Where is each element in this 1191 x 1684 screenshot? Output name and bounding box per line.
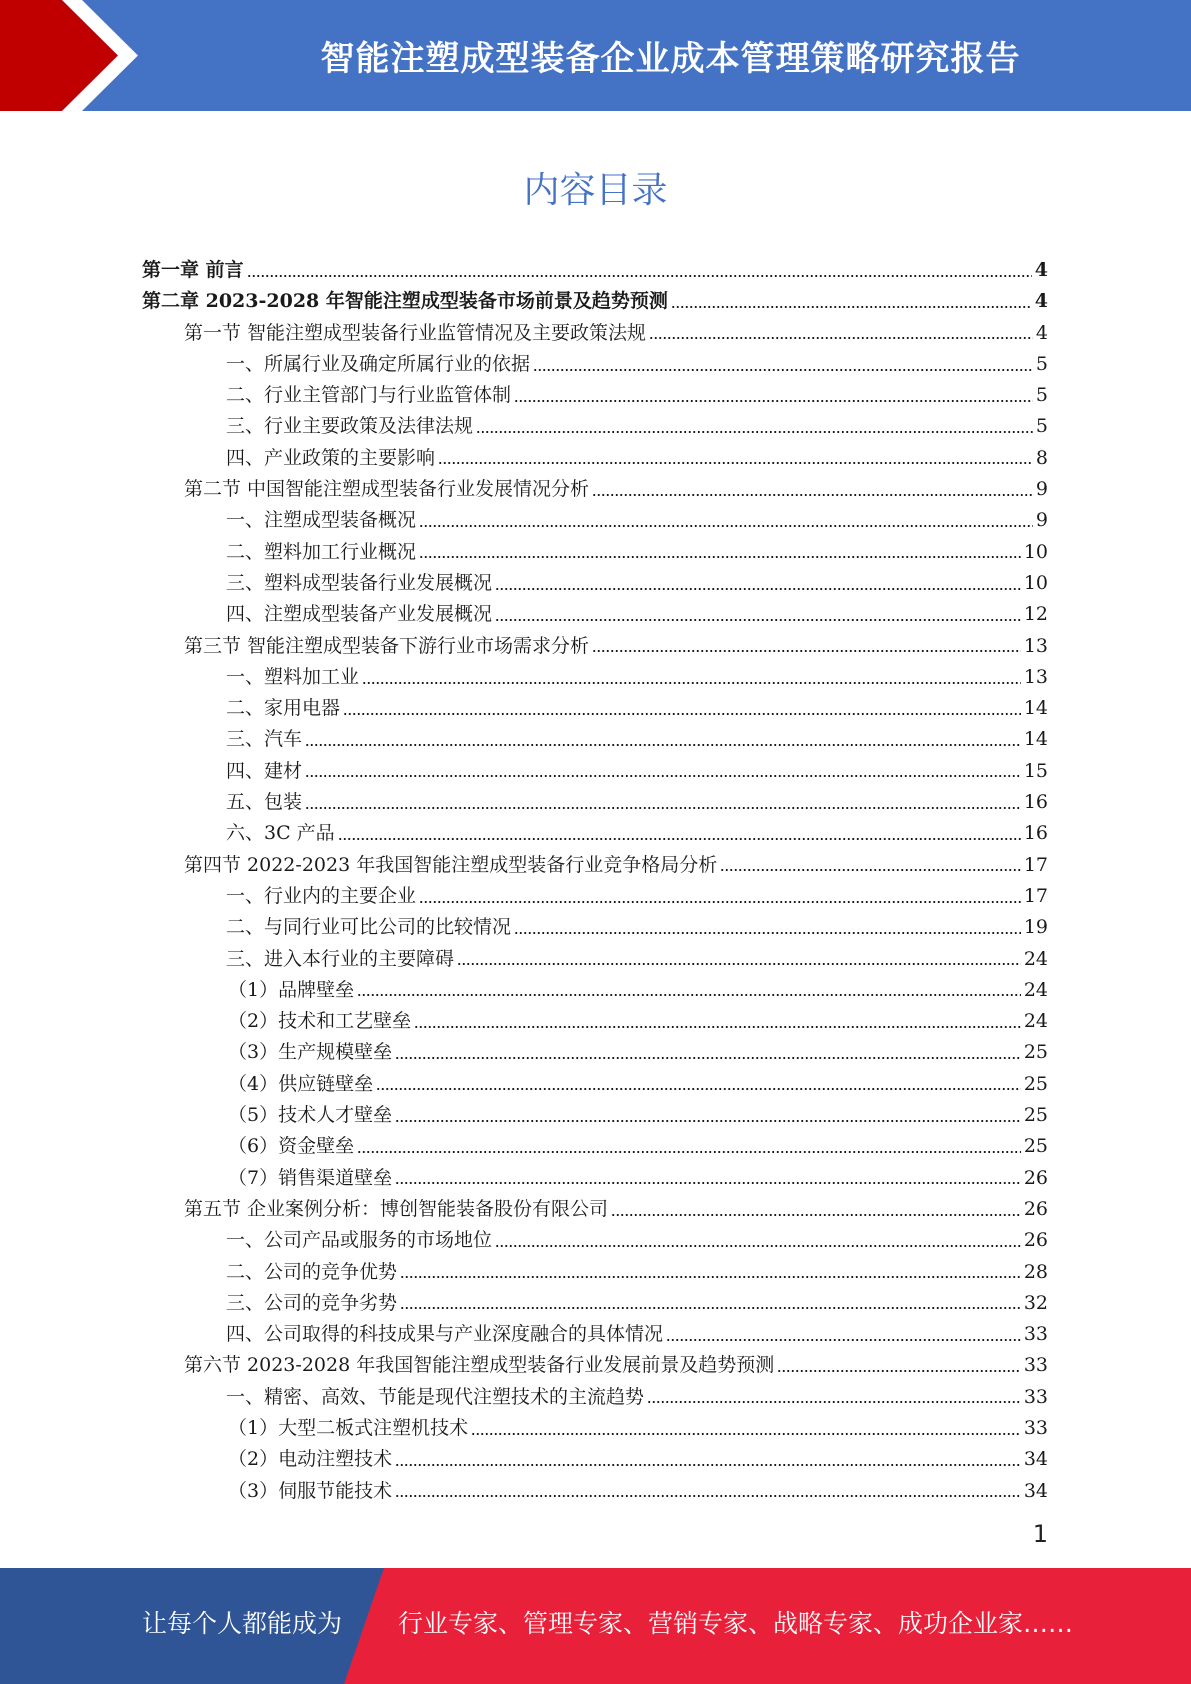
toc-dot-leader bbox=[495, 586, 1021, 592]
footer-slogan-left: 让每个人都能成为 bbox=[142, 1609, 343, 1638]
toc-heading: 内容目录 bbox=[523, 170, 668, 211]
toc-entry[interactable] bbox=[142, 1319, 1048, 1350]
toc-entry-label: 一、精密、高效、节能是现代注塑技术的主流趋势 bbox=[226, 1385, 645, 1408]
toc-entry-label: 三、汽车 bbox=[226, 728, 303, 751]
toc-entry[interactable] bbox=[142, 1163, 1048, 1194]
toc-entry[interactable] bbox=[142, 349, 1048, 380]
toc-dot-leader bbox=[495, 617, 1021, 623]
toc-entry-label: 二、家用电器 bbox=[226, 697, 341, 720]
toc-entry[interactable] bbox=[142, 1225, 1048, 1256]
footer-slogan-right: 行业专家、管理专家、营销专家、战略专家、成功企业家…… bbox=[398, 1609, 1074, 1638]
toc-entry-label: （5）技术人才壁垒 bbox=[228, 1104, 393, 1127]
toc-dot-leader bbox=[305, 742, 1021, 748]
toc-entry-page: 17 bbox=[1023, 884, 1048, 907]
toc-entry[interactable] bbox=[142, 1444, 1048, 1475]
toc-entry-label: 三、塑料成型装备行业发展概况 bbox=[226, 571, 493, 594]
toc-dot-leader bbox=[376, 1086, 1021, 1092]
toc-entry-label: （7）销售渠道壁垒 bbox=[228, 1166, 393, 1189]
toc-dot-leader bbox=[395, 1493, 1021, 1499]
toc-entry[interactable] bbox=[142, 443, 1048, 474]
report-title: 智能注塑成型装备企业成本管理策略研究报告 bbox=[320, 39, 1021, 79]
toc-entry[interactable] bbox=[142, 1476, 1048, 1507]
toc-dot-leader bbox=[671, 304, 1032, 310]
toc-entry[interactable] bbox=[142, 537, 1048, 568]
toc-dot-leader bbox=[514, 930, 1021, 936]
toc-entry[interactable] bbox=[142, 411, 1048, 442]
toc-entry-page: 25 bbox=[1023, 1072, 1048, 1095]
toc-entry[interactable] bbox=[142, 1413, 1048, 1444]
toc-entry[interactable] bbox=[142, 568, 1048, 599]
toc-dot-leader bbox=[400, 1274, 1021, 1280]
toc-dot-leader bbox=[247, 273, 1032, 279]
toc-entry[interactable] bbox=[142, 286, 1048, 317]
toc-entry[interactable] bbox=[142, 693, 1048, 724]
toc-entry[interactable] bbox=[142, 1382, 1048, 1413]
toc-dot-leader bbox=[533, 367, 1033, 373]
toc-entry-label: 三、行业主要政策及法律法规 bbox=[226, 415, 474, 438]
toc-entry[interactable] bbox=[142, 380, 1048, 411]
toc-dot-leader bbox=[476, 429, 1033, 435]
toc-dot-leader bbox=[419, 523, 1033, 529]
toc-entry-page: 19 bbox=[1023, 916, 1048, 939]
header-bar bbox=[0, 0, 1191, 111]
toc-dot-leader bbox=[611, 1212, 1021, 1218]
toc-entry-page: 10 bbox=[1023, 571, 1048, 594]
toc-entry-page: 17 bbox=[1023, 853, 1048, 876]
toc-entry-page: 5 bbox=[1035, 415, 1048, 438]
toc-entry[interactable] bbox=[142, 1069, 1048, 1100]
toc-entry-label: 六、3C 产品 bbox=[226, 822, 335, 845]
toc-entry-label: 一、注塑成型装备概况 bbox=[226, 509, 417, 532]
toc-dot-leader bbox=[666, 1337, 1021, 1343]
toc-dot-leader bbox=[649, 335, 1033, 341]
toc-entry-label: 二、塑料加工行业概况 bbox=[226, 540, 417, 563]
toc-entry-label: 第二节 中国智能注塑成型装备行业发展情况分析 bbox=[184, 478, 590, 501]
toc-entry-label: （1）大型二板式注塑机技术 bbox=[228, 1416, 469, 1439]
toc-entry[interactable] bbox=[142, 1257, 1048, 1288]
toc-entry-label: 一、行业内的主要企业 bbox=[226, 884, 417, 907]
toc-entry-page: 26 bbox=[1023, 1197, 1048, 1220]
toc-entry-page: 24 bbox=[1023, 947, 1048, 970]
toc-dot-leader bbox=[305, 773, 1021, 779]
toc-entry-page: 16 bbox=[1023, 791, 1048, 814]
toc-entry-page: 5 bbox=[1035, 352, 1048, 375]
toc-entry[interactable] bbox=[142, 318, 1048, 349]
toc-entry[interactable] bbox=[142, 724, 1048, 755]
toc-dot-leader bbox=[395, 1118, 1021, 1124]
toc-entry[interactable] bbox=[142, 1288, 1048, 1319]
toc-entry[interactable] bbox=[142, 505, 1048, 536]
toc-dot-leader bbox=[343, 711, 1021, 717]
toc-entry-label: 三、公司的竞争劣势 bbox=[226, 1291, 398, 1314]
toc-entry-page: 16 bbox=[1023, 822, 1048, 845]
toc-entry-page: 25 bbox=[1023, 1104, 1048, 1127]
toc-entry-label: （6）资金壁垒 bbox=[228, 1135, 355, 1158]
toc-entry[interactable] bbox=[142, 1100, 1048, 1131]
toc-entry-label: 一、所属行业及确定所属行业的依据 bbox=[226, 352, 531, 375]
toc-dot-leader bbox=[592, 648, 1021, 654]
toc-entry-label: 四、建材 bbox=[226, 759, 303, 782]
toc-entry[interactable] bbox=[142, 912, 1048, 943]
toc-entry-page: 25 bbox=[1023, 1135, 1048, 1158]
toc-entry-label: （2）电动注塑技术 bbox=[228, 1448, 393, 1471]
header-arrow-decoration bbox=[0, 0, 160, 111]
toc-entry[interactable] bbox=[142, 1006, 1048, 1037]
toc-entry-page: 5 bbox=[1035, 384, 1048, 407]
toc-dot-leader bbox=[419, 554, 1021, 560]
toc-entry-page: 25 bbox=[1023, 1041, 1048, 1064]
toc-entry-page: 26 bbox=[1023, 1229, 1048, 1252]
toc-entry[interactable] bbox=[142, 1194, 1048, 1225]
toc-entry-page: 12 bbox=[1023, 603, 1048, 626]
toc-entry[interactable] bbox=[142, 881, 1048, 912]
toc-entry-page: 24 bbox=[1023, 1010, 1048, 1033]
toc-entry[interactable] bbox=[142, 850, 1048, 881]
toc-entry-label: 一、公司产品或服务的市场地位 bbox=[226, 1229, 493, 1252]
toc-dot-leader bbox=[357, 1149, 1021, 1155]
toc-entry-page: 33 bbox=[1023, 1354, 1048, 1377]
toc-dot-leader bbox=[305, 805, 1021, 811]
toc-dot-leader bbox=[395, 1055, 1021, 1061]
toc-entry[interactable] bbox=[142, 1131, 1048, 1162]
toc-entry[interactable] bbox=[142, 787, 1048, 818]
toc-entry-page: 9 bbox=[1035, 509, 1048, 532]
toc-entry[interactable] bbox=[142, 474, 1048, 505]
toc-entry-page: 14 bbox=[1023, 697, 1048, 720]
toc-entry[interactable] bbox=[142, 756, 1048, 787]
toc-entry-page: 33 bbox=[1023, 1385, 1048, 1408]
toc-entry-page: 32 bbox=[1023, 1291, 1048, 1314]
toc-entry-label: （3）生产规模壁垒 bbox=[228, 1041, 393, 1064]
toc-entry-page: 24 bbox=[1023, 978, 1048, 1001]
toc-entry-page: 14 bbox=[1023, 728, 1048, 751]
toc-dot-leader bbox=[777, 1368, 1021, 1374]
toc-entry-page: 34 bbox=[1023, 1448, 1048, 1471]
toc-entry[interactable] bbox=[142, 944, 1048, 975]
toc-dot-leader bbox=[395, 1462, 1021, 1468]
toc-entry-page: 10 bbox=[1023, 540, 1048, 563]
toc-entry[interactable] bbox=[142, 662, 1048, 693]
toc-entry[interactable] bbox=[142, 599, 1048, 630]
toc-entry-page: 13 bbox=[1023, 634, 1048, 657]
toc-entry-label: 第二章 2023-2028 年智能注塑成型装备市场前景及趋势预测 bbox=[142, 290, 668, 313]
toc-entry-label: 四、公司取得的科技成果与产业深度融合的具体情况 bbox=[226, 1323, 664, 1346]
toc-entry-label: 二、与同行业可比公司的比较情况 bbox=[226, 916, 512, 939]
toc-dot-leader bbox=[592, 492, 1033, 498]
toc-entry-label: 四、注塑成型装备产业发展概况 bbox=[226, 603, 493, 626]
toc-dot-leader bbox=[395, 1180, 1021, 1186]
toc-entry-label: 第一节 智能注塑成型装备行业监管情况及主要政策法规 bbox=[184, 321, 647, 344]
toc-dot-leader bbox=[647, 1399, 1021, 1405]
toc-entry-label: 五、包装 bbox=[226, 791, 303, 814]
toc-dot-leader bbox=[495, 1243, 1021, 1249]
toc-entry-page: 15 bbox=[1023, 759, 1048, 782]
toc-entry-page: 28 bbox=[1023, 1260, 1048, 1283]
toc-entry-label: 一、塑料加工业 bbox=[226, 665, 360, 688]
toc-entry-label: 二、公司的竞争优势 bbox=[226, 1260, 398, 1283]
toc-dot-leader bbox=[419, 899, 1021, 905]
toc-entry-page: 33 bbox=[1023, 1416, 1048, 1439]
toc-dot-leader bbox=[362, 680, 1021, 686]
toc-dot-leader bbox=[514, 398, 1033, 404]
table-of-contents bbox=[142, 255, 1048, 1507]
toc-entry[interactable] bbox=[142, 1350, 1048, 1381]
toc-entry-label: 三、进入本行业的主要障碍 bbox=[226, 947, 455, 970]
toc-entry-page: 33 bbox=[1023, 1323, 1048, 1346]
toc-entry-label: 第六节 2023-2028 年我国智能注塑成型装备行业发展前景及趋势预测 bbox=[184, 1354, 775, 1377]
toc-entry-label: （3）伺服节能技术 bbox=[228, 1479, 393, 1502]
toc-entry-label: （2）技术和工艺壁垒 bbox=[228, 1010, 412, 1033]
toc-entry[interactable] bbox=[142, 631, 1048, 662]
toc-entry-page: 4 bbox=[1035, 321, 1048, 344]
toc-entry-label: 第四节 2022-2023 年我国智能注塑成型装备行业竞争格局分析 bbox=[184, 853, 718, 876]
toc-entry-page: 4 bbox=[1034, 290, 1048, 313]
toc-entry[interactable] bbox=[142, 255, 1048, 286]
toc-entry-label: 二、行业主管部门与行业监管体制 bbox=[226, 384, 512, 407]
toc-entry-page: 26 bbox=[1023, 1166, 1048, 1189]
toc-dot-leader bbox=[338, 836, 1021, 842]
toc-dot-leader bbox=[400, 1305, 1021, 1311]
toc-entry-page: 34 bbox=[1023, 1479, 1048, 1502]
toc-entry-label: 第五节 企业案例分析：博创智能装备股份有限公司 bbox=[184, 1197, 609, 1220]
toc-entry-label: 第三节 智能注塑成型装备下游行业市场需求分析 bbox=[184, 634, 590, 657]
toc-entry-label: （4）供应链壁垒 bbox=[228, 1072, 374, 1095]
toc-entry-label: 第一章 前言 bbox=[142, 259, 244, 281]
toc-entry[interactable] bbox=[142, 1037, 1048, 1068]
toc-entry-label: （1）品牌壁垒 bbox=[228, 978, 355, 1001]
toc-entry-page: 4 bbox=[1034, 259, 1048, 281]
toc-dot-leader bbox=[471, 1431, 1021, 1437]
toc-entry-page: 9 bbox=[1035, 478, 1048, 501]
toc-entry[interactable] bbox=[142, 818, 1048, 849]
toc-entry-page: 13 bbox=[1023, 665, 1048, 688]
page-number: 1 bbox=[1032, 1520, 1048, 1548]
toc-dot-leader bbox=[457, 961, 1021, 967]
toc-dot-leader bbox=[414, 1024, 1021, 1030]
toc-dot-leader bbox=[357, 992, 1021, 998]
toc-dot-leader bbox=[438, 460, 1033, 466]
toc-entry[interactable] bbox=[142, 975, 1048, 1006]
toc-entry-label: 四、产业政策的主要影响 bbox=[226, 446, 436, 469]
toc-dot-leader bbox=[720, 867, 1021, 873]
toc-entry-page: 8 bbox=[1035, 446, 1048, 469]
